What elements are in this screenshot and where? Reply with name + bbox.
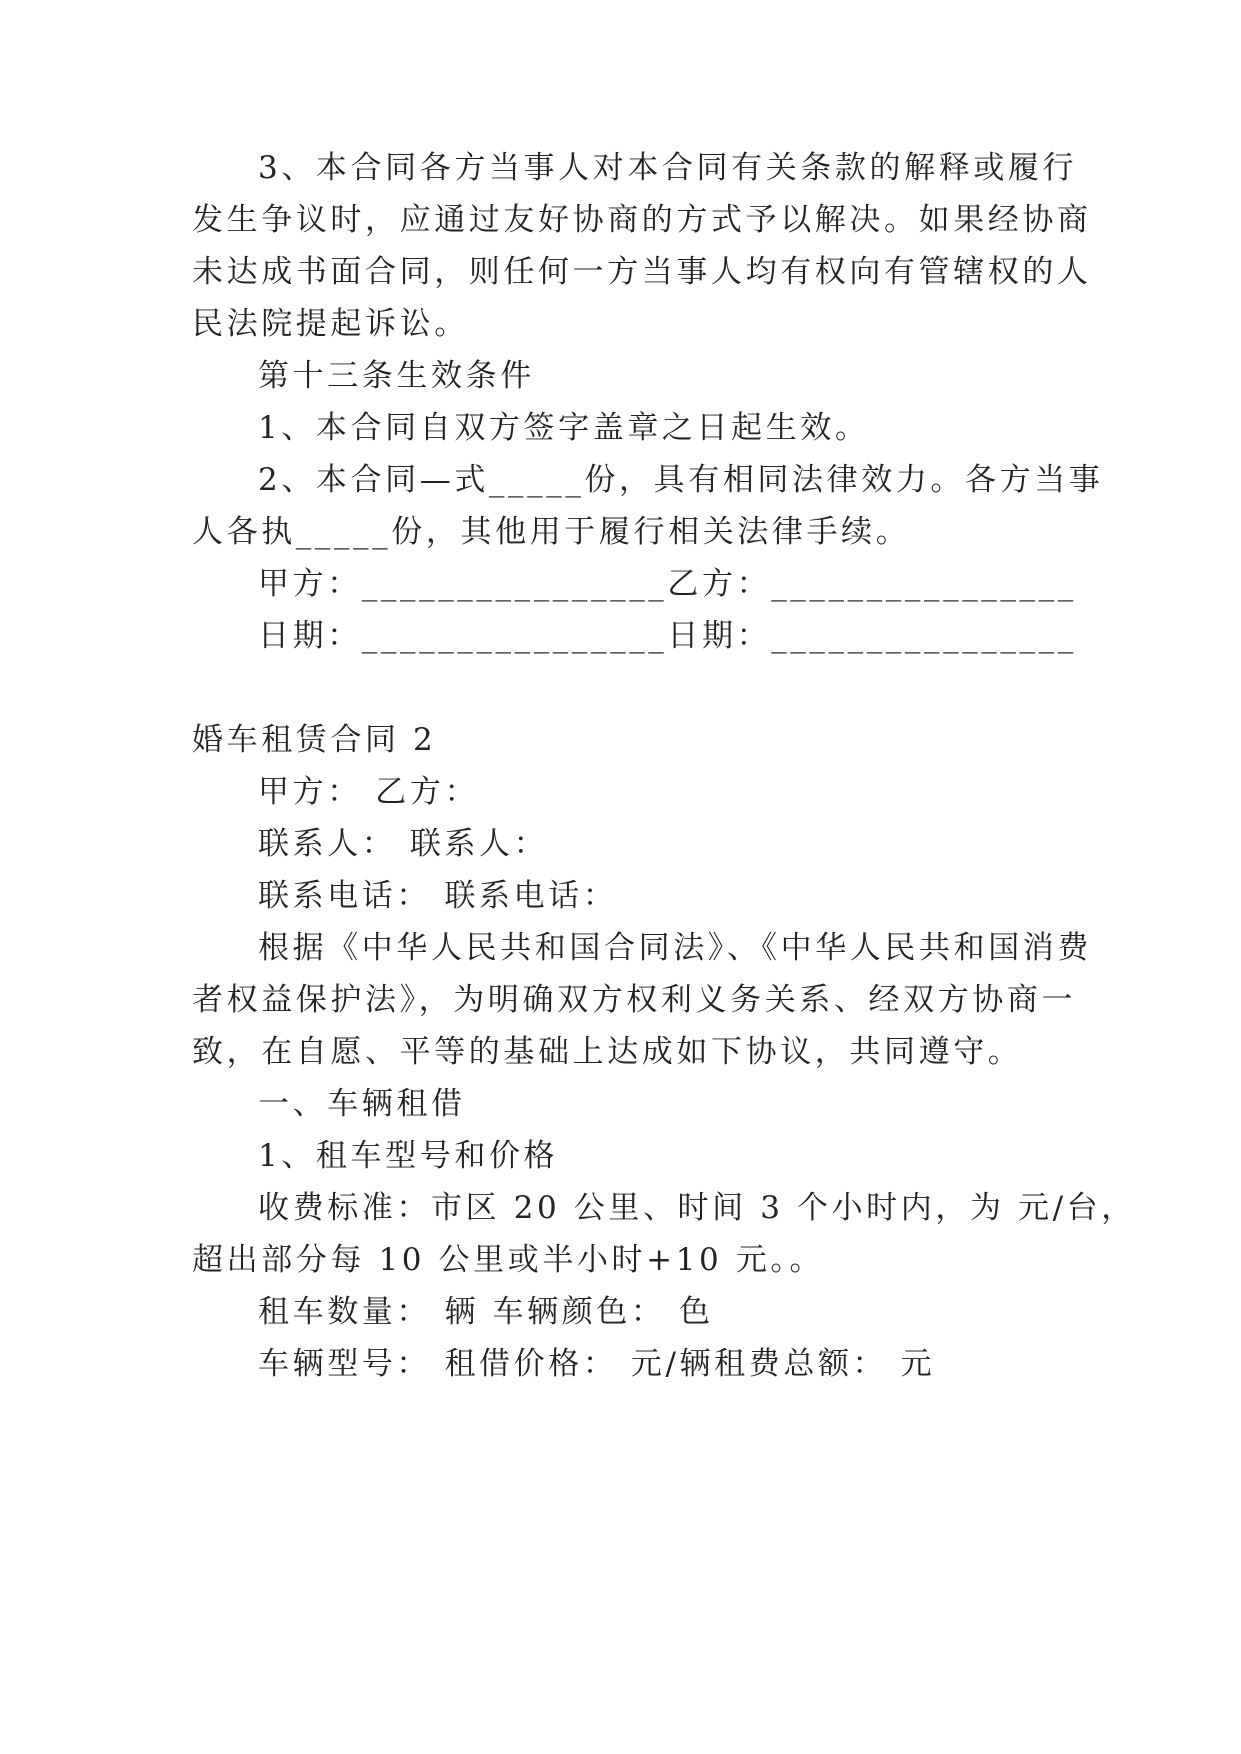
model-price-line: 车辆型号： 租借价格： 元/辆租费总额： 元 <box>258 1346 936 1382</box>
article13-item2-line-2: 人各执_____份，其他用于履行相关法律手续。 <box>192 514 911 550</box>
preamble-line-1: 根据《中华人民共和国合同法》、《中华人民共和国消费 <box>258 930 1092 966</box>
preamble-line-3: 致，在自愿、平等的基础上达成如下协议，共同遵守。 <box>192 1034 1023 1070</box>
clause3-line-2: 发生争议时，应通过友好协商的方式予以解决。如果经协商 <box>192 202 1092 238</box>
contract2-title: 婚车租赁合同 2 <box>192 722 437 758</box>
item1-title: 1、租车型号和价格 <box>258 1138 559 1174</box>
article13-title: 第十三条生效条件 <box>258 358 535 394</box>
contract2-parties: 甲方： 乙方： <box>258 774 480 810</box>
article13-item1: 1、本合同自双方签字盖章之日起生效。 <box>258 410 870 446</box>
fee-line-2: 超出部分每 10 公里或半小时+10 元。。 <box>192 1242 825 1278</box>
quantity-line: 租车数量： 辆 车辆颜色： 色 <box>258 1294 714 1330</box>
clause3-line-4: 民法院提起诉讼。 <box>192 306 469 342</box>
contract2-phones: 联系电话： 联系电话： <box>258 878 618 914</box>
clause3-line-3: 未达成书面合同，则任何一方当事人均有权向有管辖权的人 <box>192 254 1092 290</box>
fee-line-1: 收费标准：市区 20 公里、时间 3 个小时内，为 元/台， <box>258 1190 1136 1226</box>
section1-title: 一、车辆租借 <box>258 1086 466 1122</box>
article13-item2-line-1: 2、本合同—式_____份，具有相同法律效力。各方当事 <box>258 462 1104 498</box>
preamble-line-2: 者权益保护法》，为明确双方权利义务关系、经双方协商一 <box>192 982 1077 1018</box>
clause3-line-1: 3、本合同各方当事人对本合同有关条款的解释或履行 <box>258 150 1078 186</box>
signature-row-parties: 甲方：________________乙方：________________ <box>258 566 1077 602</box>
contract2-contacts: 联系人： 联系人： <box>258 826 549 862</box>
signature-row-dates: 日期：________________日期：________________ <box>258 618 1077 654</box>
